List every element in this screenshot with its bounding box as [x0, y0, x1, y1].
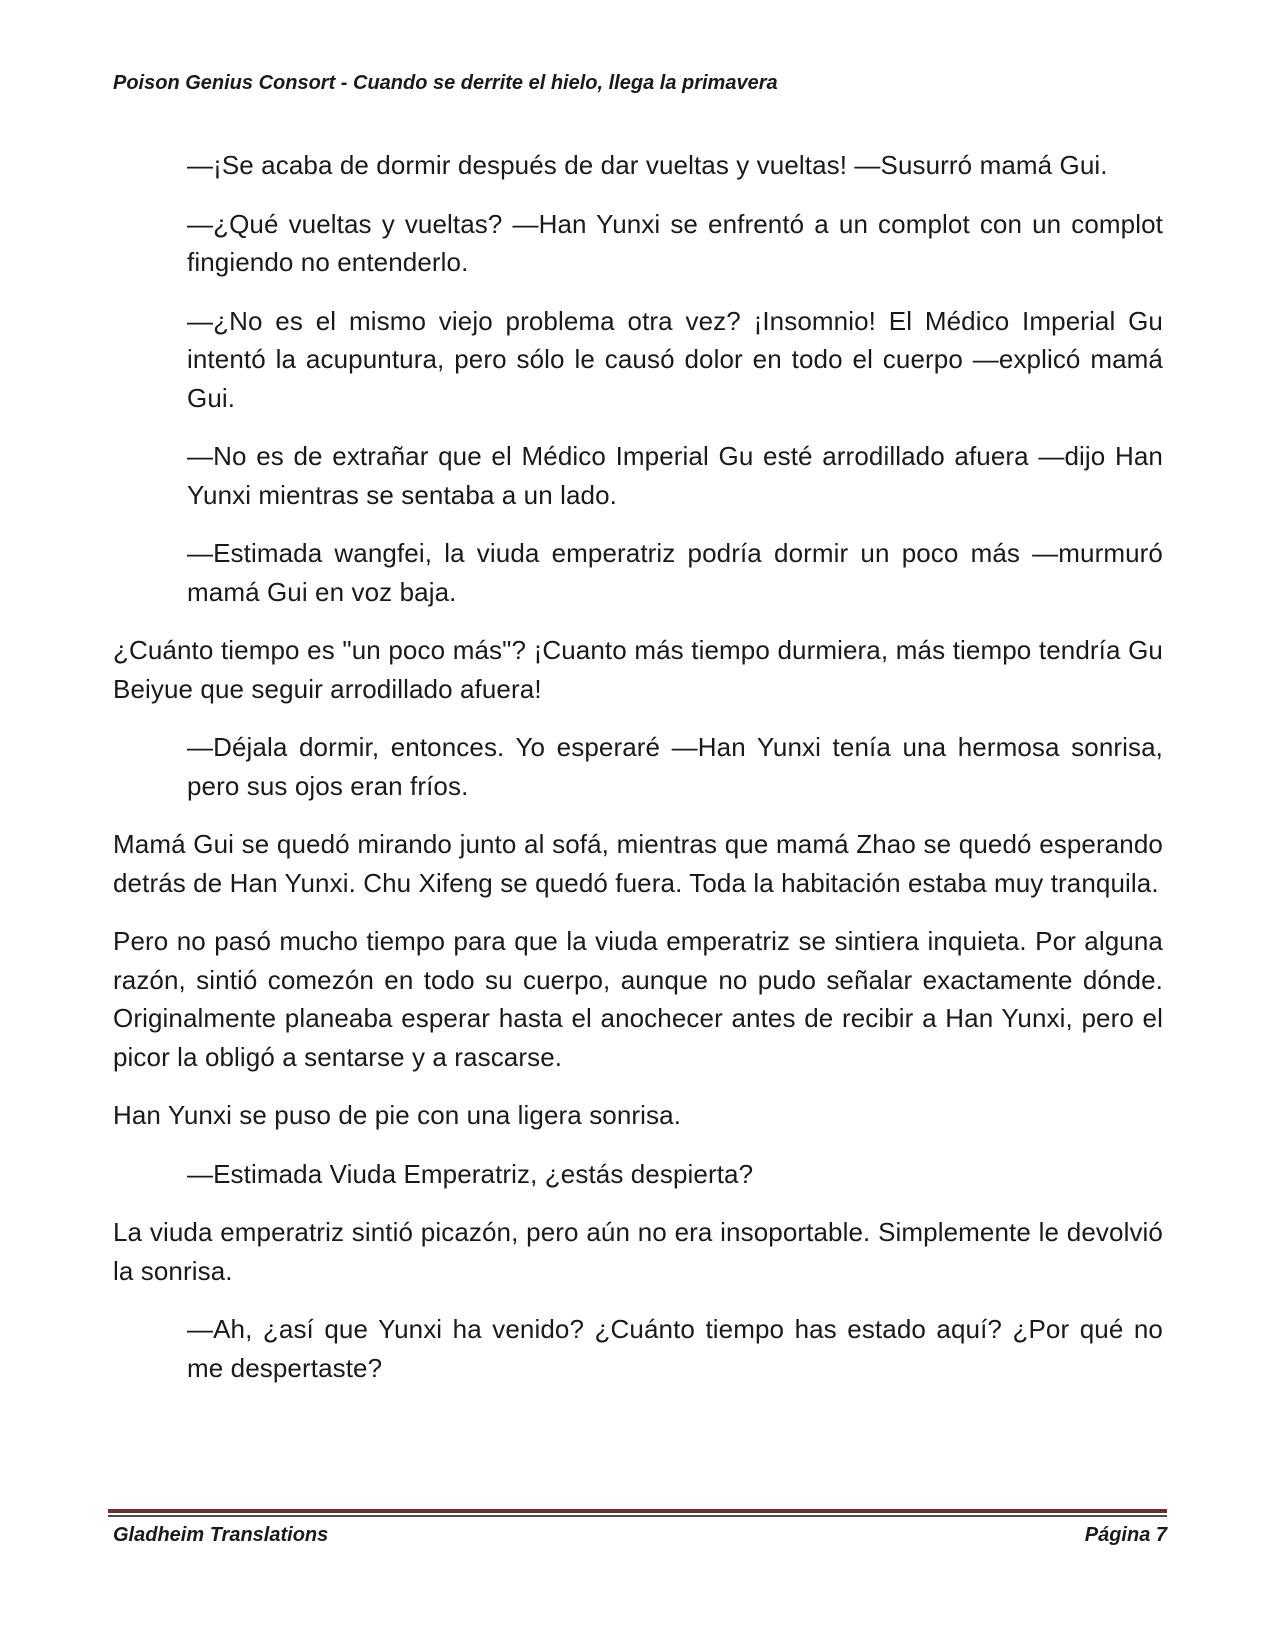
- paragraph: —¿Qué vueltas y vueltas? —Han Yunxi se enfrentó a un complot con un complot fingiendo no entenderlo.: [187, 208, 1163, 277]
- paragraph: —Ah, ¿así que Yunxi ha venido? ¿Cuánto tiempo has estado aquí? ¿Por qué no me despertaste?: [187, 1314, 1163, 1383]
- page-body: [113, 146, 1163, 1407]
- paragraph: Han Yunxi se puso de pie con una ligera sonrisa.: [113, 1100, 682, 1130]
- footer-divider-thin: [108, 1515, 1167, 1517]
- footer-translator-name: Gladheim Translations: [113, 1524, 329, 1546]
- paragraph: —¡Se acaba de dormir después de dar vueltas y vueltas! —Susurró mamá Gui.: [187, 150, 1108, 180]
- paragraph: —¿No es el mismo viejo problema otra vez? ¡Insomnio! El Médico Imperial Gu intentó la acupuntura, pero sólo le causó dolor en todo el cuerpo —explicó mamá Gui.: [187, 305, 1163, 413]
- footer-page-number: Página 7: [1084, 1524, 1167, 1546]
- page-header: Poison Genius Consort - Cuando se derrite el hielo, llega la primavera: [113, 72, 778, 94]
- paragraph: —No es de extrañar que el Médico Imperial Gu esté arrodillado afuera —dijo Han Yunxi mientras se sentaba a un lado.: [187, 441, 1163, 510]
- footer-divider: [108, 1509, 1167, 1517]
- paragraph: La viuda emperatriz sintió picazón, pero aún no era insoportable. Simplemente le devolvió la sonrisa.: [113, 1217, 1163, 1286]
- paragraph: Mamá Gui se quedó mirando junto al sofá, mientras que mamá Zhao se quedó esperando detrás de Han Yunxi. Chu Xifeng se quedó fuera. Toda la habitación estaba muy tranquila.: [113, 829, 1163, 898]
- paragraph: Pero no pasó mucho tiempo para que la viuda emperatriz se sintiera inquieta. Por alguna razón, sintió comezón en todo su cuerpo, aunque no pudo señalar exactamente dónde. Originalmente planeaba esperar hasta el anochecer antes de recibir a Han Yunxi, pero el picor la obligó a sentarse y a rascarse.: [113, 926, 1163, 1072]
- paragraph: —Estimada Viuda Emperatriz, ¿estás despierta?: [187, 1158, 754, 1189]
- paragraph: ¿Cuánto tiempo es "un poco más"? ¡Cuanto más tiempo durmiera, más tiempo tendría Gu Beiyue que seguir arrodillado afuera!: [113, 635, 1163, 704]
- paragraph: —Déjala dormir, entonces. Yo esperaré —Han Yunxi tenía una hermosa sonrisa, pero sus ojos eran fríos.: [187, 732, 1163, 801]
- paragraph: —Estimada wangfei, la viuda emperatriz podría dormir un poco más —murmuró mamá Gui en voz baja.: [187, 538, 1163, 607]
